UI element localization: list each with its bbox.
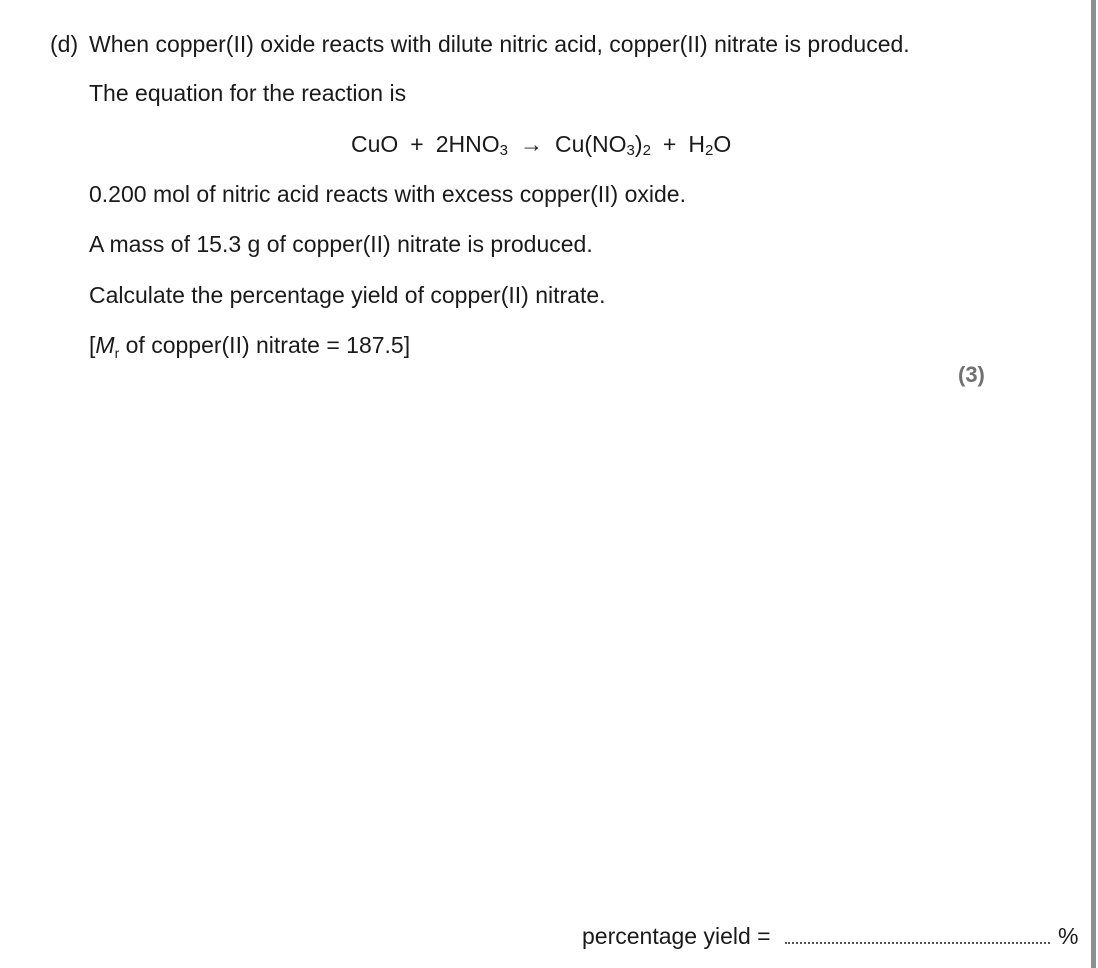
statement-mass: A mass of 15.3 g of copper(II) nitrate is produced. [89, 231, 593, 257]
product-copper-nitrate: $Cu(NO_3)_2$ [554, 131, 651, 159]
instruction: Calculate the percentage yield of copper(II) nitrate. [89, 282, 606, 308]
part-label: (d) [50, 31, 79, 57]
marks-allocation: (3) [958, 362, 985, 387]
answer-input-line[interactable] [785, 942, 1050, 944]
relative-formula-mass-data: [$M_r$ of copper(II) nitrate = 187.5] [89, 332, 411, 361]
plus-sign: + [410, 131, 424, 157]
question-intro: When copper(II) oxide reacts with dilute nitric acid, copper(II) nitrate is produced. [89, 31, 910, 57]
reactant-cuo: CuO [351, 131, 399, 157]
reactant-hno3: $2HNO_3$ [435, 131, 508, 159]
reaction-arrow: → [519, 131, 543, 157]
page-margin-bar [1091, 0, 1096, 968]
statement-moles: 0.200 mol of nitric acid reacts with excess copper(II) oxide. [89, 181, 686, 207]
answer-unit: % [1058, 923, 1079, 949]
plus-sign: + [662, 131, 677, 157]
equation-intro: The equation for the reaction is [89, 80, 407, 106]
answer-label: percentage yield = [582, 923, 771, 949]
chemical-equation [351, 130, 731, 158]
product-water: $H_2O$ [688, 131, 732, 159]
